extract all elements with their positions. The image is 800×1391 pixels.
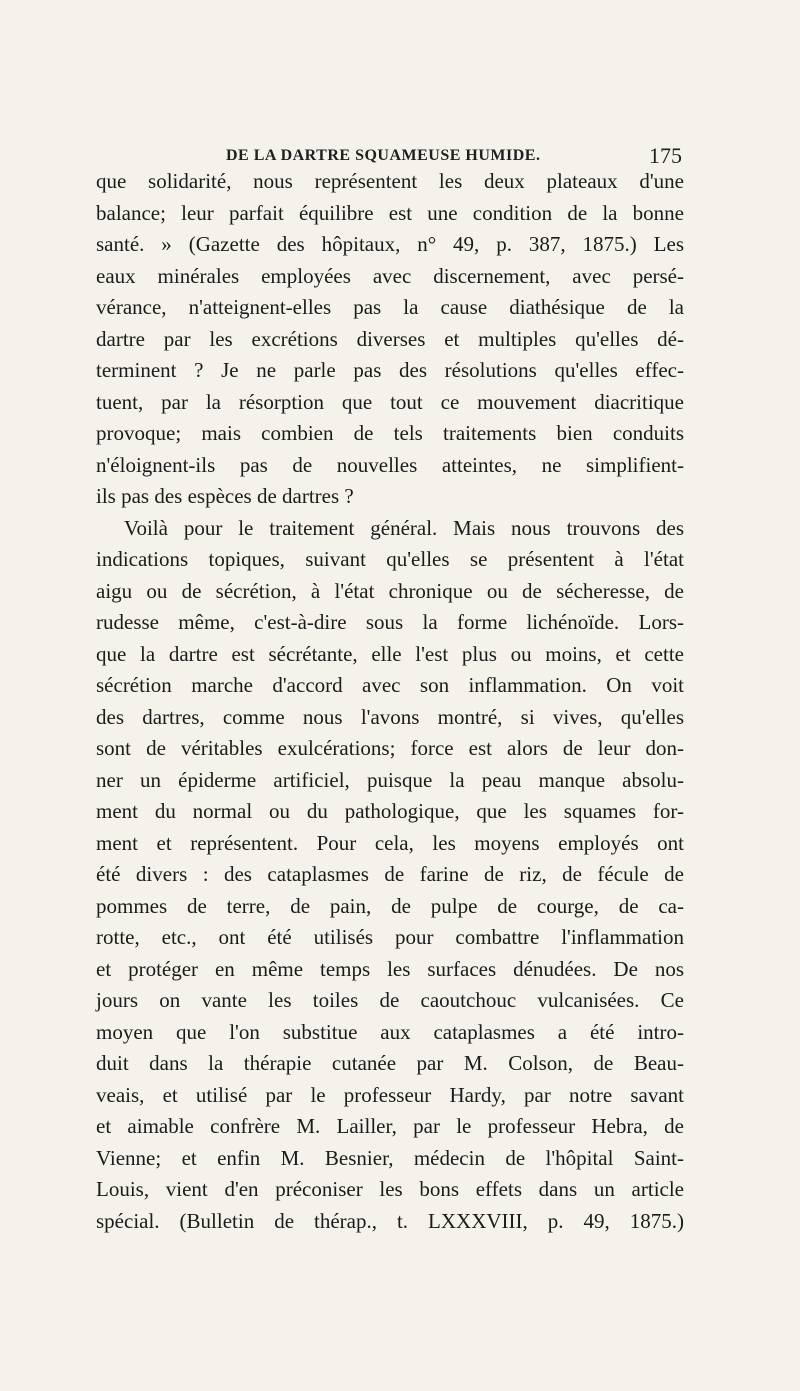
- text-line: et aimable confrère M. Lailler, par le professeur Hebra, de: [96, 1114, 684, 1138]
- text-line: Louis, vient d'en préconiser les bons effets dans un article: [96, 1177, 684, 1201]
- text-line: santé. » (Gazette des hôpitaux, n° 49, p. 387, 1875.) Les: [96, 232, 684, 256]
- text-line: n'éloignent-ils pas de nouvelles atteintes, ne simplifient-: [96, 452, 684, 477]
- text-line: veais, et utilisé par le professeur Hardy, par notre savant: [96, 1082, 684, 1107]
- text-line: des dartres, comme nous l'avons montré, si vives, qu'elles: [96, 704, 684, 729]
- text-line: sont de véritables exulcérations; force est alors de leur don-: [96, 736, 684, 760]
- text-line: pommes de terre, de pain, de pulpe de courge, de ca-: [96, 893, 684, 918]
- text-line: ment du normal ou du pathologique, que les squames for-: [96, 799, 684, 823]
- text-line: duit dans la thérapie cutanée par M. Colson, de Beau-: [96, 1051, 684, 1075]
- text-line: et protéger en même temps les surfaces dénudées. De nos: [96, 956, 684, 981]
- text-line: Vienne; et enfin M. Besnier, médecin de l'hôpital Saint-: [96, 1145, 684, 1170]
- paragraph-first-line: Voilà pour le traitement général. Mais nous trouvons des: [124, 515, 684, 540]
- text-line: aigu ou de sécrétion, à l'état chronique ou de sécheresse, de: [96, 578, 684, 603]
- text-line: sécrétion marche d'accord avec son inflammation. On voit: [96, 673, 684, 697]
- text-line: ils pas des espèces de dartres ?: [96, 484, 354, 508]
- text-line: provoque; mais combien de tels traitements bien conduits: [96, 421, 684, 445]
- text-line: ment et représentent. Pour cela, les moyens employés ont: [96, 830, 684, 855]
- text-line: ner un épiderme artificiel, puisque la peau manque absolu-: [96, 767, 684, 792]
- text-line: été divers : des cataplasmes de farine de riz, de fécule de: [96, 862, 684, 886]
- text-line: tuent, par la résorption que tout ce mouvement diacritique: [96, 389, 684, 414]
- body-text: [96, 166, 684, 1237]
- text-line: rotte, etc., ont été utilisés pour combattre l'inflammation: [96, 925, 684, 949]
- text-line: que solidarité, nous représentent les deux plateaux d'une: [96, 169, 684, 193]
- text-line: vérance, n'atteignent-elles pas la cause diathésique de la: [96, 295, 684, 319]
- text-line: rudesse même, c'est-à-dire sous la forme lichénoïde. Lors-: [96, 610, 684, 634]
- text-line: moyen que l'on substitue aux cataplasmes a été intro-: [96, 1019, 684, 1044]
- text-line: indications topiques, suivant qu'elles se présentent à l'état: [96, 547, 684, 571]
- text-line: que la dartre est sécrétante, elle l'est plus ou moins, et cette: [96, 641, 684, 666]
- text-line: balance; leur parfait équilibre est une condition de la bonne: [96, 200, 684, 225]
- text-line: jours on vante les toiles de caoutchouc vulcanisées. Ce: [96, 988, 684, 1012]
- running-title: DE LA DARTRE SQUAMEUSE HUMIDE.: [226, 147, 541, 164]
- text-line: terminent ? Je ne parle pas des résolutions qu'elles effec-: [96, 358, 684, 382]
- text-line: eaux minérales employées avec discernement, avec persé-: [96, 263, 684, 288]
- text-line: dartre par les excrétions diverses et multiples qu'elles dé-: [96, 326, 684, 351]
- page-number: 175: [649, 143, 682, 168]
- text-line: spécial. (Bulletin de thérap., t. LXXXVIII, p. 49, 1875.): [96, 1208, 684, 1233]
